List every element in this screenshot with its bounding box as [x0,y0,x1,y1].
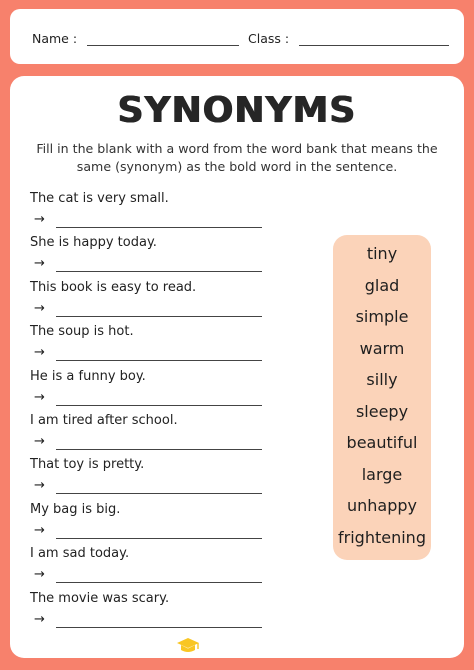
question-sentence: I am tired after school. [30,412,178,428]
arrow-right-icon: → [34,345,45,361]
word-bank-item: glad [364,276,400,295]
word-bank-item: warm [359,339,405,358]
question-sentence: He is a funny boy. [30,368,146,384]
answer-blank[interactable] [56,391,262,406]
answer-row [30,518,330,539]
instructions-text: Fill in the blank with a word from the word bank that means the same (synonym) as the bold word in the sentence. [36,141,438,174]
word-bank-item: sleepy [355,402,409,421]
name-field [32,31,239,46]
answer-blank[interactable] [56,346,262,361]
arrow-right-icon: → [34,389,45,405]
question-item [30,456,330,500]
word-bank-item: simple [355,307,409,326]
arrow-right-icon: → [34,256,45,272]
answer-blank[interactable] [56,479,262,494]
answer-row [30,340,330,361]
class-field [248,31,449,46]
word-bank-item: large [361,465,403,484]
answer-blank[interactable] [56,213,262,228]
header-card [10,9,464,64]
answer-row [30,429,330,450]
question-sentence: She is happy today. [30,235,157,251]
question-sentence: The movie was scary. [30,590,170,606]
arrow-right-icon: → [34,522,45,538]
logo-text: 7ESL.COM [204,636,298,656]
name-blank-line[interactable] [87,33,239,46]
answer-row [30,207,330,228]
question-sentence: The cat is very small. [30,191,169,206]
question-item [30,368,330,412]
question-item [30,279,330,323]
word-bank-item: tiny [366,244,398,263]
question-sentence: The soup is hot. [30,324,134,340]
arrow-right-icon: → [34,212,45,227]
word-bank-item: unhappy [346,496,417,515]
arrow-right-icon: → [34,611,45,627]
answer-blank[interactable] [56,435,262,450]
class-label: Class : [248,31,290,46]
answer-blank[interactable] [56,302,262,317]
logo [176,637,298,656]
question-sentence: I am sad today. [30,546,130,562]
word-bank [333,235,431,560]
word-bank-item: beautiful [346,433,418,452]
question-item [30,545,330,589]
answer-row [30,251,330,272]
question-item [30,190,330,234]
word-bank-item: frightening [338,528,426,547]
question-item [30,412,330,456]
worksheet-card [10,76,464,658]
question-sentence: That toy is pretty. [30,457,145,473]
answer-row [30,296,330,317]
question-sentence: This book is easy to read. [30,279,197,295]
question-item [30,501,330,545]
answer-blank[interactable] [56,257,262,272]
answer-blank[interactable] [56,613,262,628]
question-list [30,190,330,634]
graduation-cap-icon [176,637,200,655]
answer-row [30,562,330,583]
question-item [30,234,330,278]
answer-row [30,473,330,494]
arrow-right-icon: → [34,300,45,316]
answer-row [30,385,330,406]
answer-blank[interactable] [56,524,262,539]
question-item [30,590,330,634]
answer-row [30,607,330,628]
arrow-right-icon: → [34,567,45,583]
arrow-right-icon: → [34,478,45,494]
arrow-right-icon: → [34,433,45,449]
question-item [30,323,330,367]
name-label: Name : [32,31,78,46]
question-sentence: My bag is big. [30,501,121,517]
class-blank-line[interactable] [299,33,449,46]
page-title: SYNONYMS [117,90,357,131]
footer [0,634,474,658]
word-bank-item: silly [366,370,398,389]
answer-blank[interactable] [56,568,262,583]
